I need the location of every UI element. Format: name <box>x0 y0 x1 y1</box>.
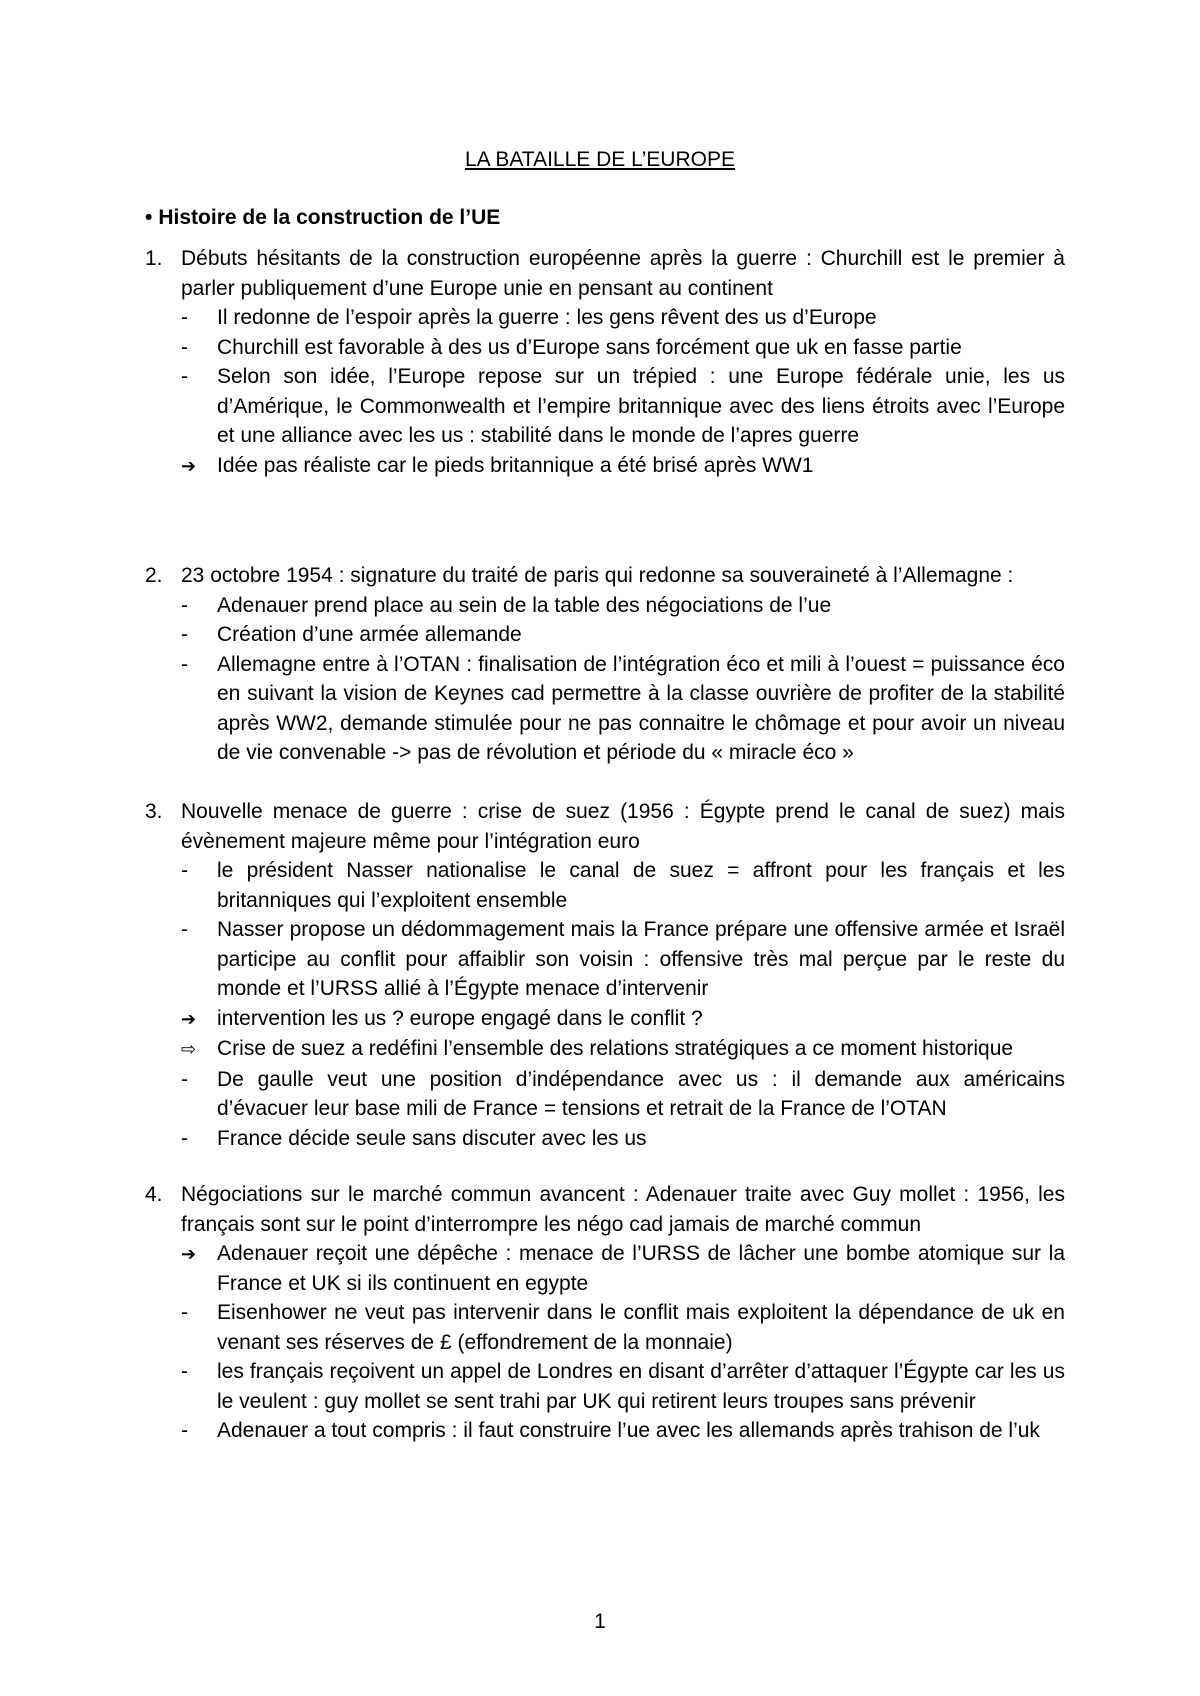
item-text: Crise de suez a redéfini l’ensemble des relations stratégiques a ce moment historique <box>217 1037 1014 1060</box>
list-item <box>145 1124 1065 1154</box>
dash-marker <box>145 333 217 363</box>
item-text: les français reçoivent un appel de Londres en disant d’arrêter d’attaquer l’Égypte car les us le veulent : guy mollet se sent trahi par UK qui retirent leurs troupes sans prévenir <box>217 1360 1065 1413</box>
dash-marker <box>145 915 217 1004</box>
item-text: Il redonne de l’espoir après la guerre : les gens rêvent des us d’Europe <box>217 306 877 329</box>
list-item <box>145 650 1065 768</box>
dash-marker <box>145 303 217 333</box>
list-item <box>145 451 1065 482</box>
item-text: Idée pas réaliste car le pieds britannique a été brisé après WW1 <box>217 453 814 477</box>
item-text: Adenauer a tout compris : il faut construire l’ue avec les allemands après trahison de l’uk <box>217 1419 1040 1442</box>
section-text: Débuts hésitants de la construction européenne après la guerre : Churchill est le premier à parler publiquement d’une Europe unie en pensant au continent <box>181 247 1065 300</box>
item-text: Selon son idée, l’Europe repose sur un trépied : une Europe fédérale unie, les us d’Amérique, le Commonwealth et l’empire britannique avec des liens étroits avec l’Europe et une alliance avec les us : stabilité dans le monde de l’apres guerre <box>217 365 1065 447</box>
section-number: 1. <box>145 247 163 270</box>
page-number: 1 <box>594 1610 606 1633</box>
section-2 <box>145 561 1065 768</box>
dash-marker <box>145 856 217 915</box>
list-item <box>145 1239 1065 1298</box>
dash-marker <box>145 1124 217 1154</box>
section-4 <box>145 1180 1065 1446</box>
list-item <box>145 620 1065 650</box>
section-heading <box>145 206 500 230</box>
item-text: Adenauer prend place au sein de la table des négociations de l’ue <box>217 593 832 617</box>
list-item <box>145 1357 1065 1416</box>
dash-marker <box>145 1416 217 1446</box>
list-item <box>145 1065 1065 1124</box>
dash-marker <box>145 1357 217 1416</box>
section-text: 23 octobre 1954 : signature du traité de paris qui redonne sa souveraineté à l’Allemagne : <box>181 564 1014 587</box>
arrow-icon <box>145 1004 217 1035</box>
section-text: Nouvelle menace de guerre : crise de suez (1956 : Égypte prend le canal de suez) mais évènement majeure même pour l’intégration euro <box>181 800 1065 853</box>
document-title: LA BATAILLE DE L’EUROPE <box>464 148 735 171</box>
item-text: Nasser propose un dédommagement mais la France prépare une offensive armée et Israël participe au conflit pour affaiblir son voisin : offensive très mal perçue par le reste du monde et l’URSS allié à l’Égypte menace d’intervenir <box>217 918 1065 1000</box>
dash-marker <box>145 650 217 768</box>
section-number: 2. <box>145 564 163 587</box>
list-item <box>145 856 1065 915</box>
dash-marker <box>145 591 217 621</box>
list-item <box>145 362 1065 451</box>
item-text: Churchill est favorable à des us d’Europe sans forcément que uk en fasse partie <box>217 335 962 359</box>
arrow-icon <box>145 1239 217 1298</box>
list-item <box>145 591 1065 621</box>
section-1 <box>145 244 1065 481</box>
item-text: Allemagne entre à l’OTAN : finalisation de l’intégration éco et mili à l’ouest = puissance éco en suivant la vision de Keynes cad permettre à la classe ouvrière de profiter de la stabilité après WW2, demande stimulée pour ne pas connaitre le chômage et pour avoir un niveau de vie convenable -> pas de révolution et période du « miracle éco » <box>217 652 1065 764</box>
dash-marker <box>145 1065 217 1124</box>
item-text: intervention les us ? europe engagé dans le conflit ? <box>217 1006 703 1030</box>
item-text: De gaulle veut une position d’indépendance avec us : il demande aux américains d’évacuer leur base mili de France = tensions et retrait de la France de l’OTAN <box>217 1067 1065 1120</box>
section-number: 4. <box>145 1183 163 1206</box>
list-item <box>145 1004 1065 1035</box>
heading-text: Histoire de la construction de l’UE <box>158 206 501 229</box>
item-text: le président Nasser nationalise le canal de suez = affront pour les français et les britanniques qui l’exploitent ensemble <box>217 859 1065 912</box>
dash-marker <box>145 1298 217 1357</box>
item-text: Création d’une armée allemande <box>217 623 522 646</box>
section-number: 3. <box>145 800 163 823</box>
section-3 <box>145 797 1065 1153</box>
arrow-icon <box>145 451 217 482</box>
heading-bullet: • <box>145 206 153 229</box>
item-text: Adenauer reçoit une dépêche : menace de l’URSS de lâcher une bombe atomique sur la France et UK si ils continuent en egypte <box>217 1242 1065 1295</box>
item-text: France décide seule sans discuter avec les us <box>217 1126 647 1150</box>
list-item <box>145 333 1065 363</box>
dash-marker <box>145 620 217 650</box>
list-item <box>145 1034 1065 1065</box>
section-text: Négociations sur le marché commun avancent : Adenauer traite avec Guy mollet : 1956, les français sont sur le point d’interrompre les négo cad jamais de marché commun <box>181 1183 1065 1236</box>
list-item <box>145 303 1065 333</box>
outline-arrow-icon <box>145 1034 217 1065</box>
list-item <box>145 1416 1065 1446</box>
item-text: Eisenhower ne veut pas intervenir dans le conflit mais exploitent la dépendance de uk en venant ses réserves de £ (effondrement de la monnaie) <box>217 1301 1065 1354</box>
list-item <box>145 1298 1065 1357</box>
dash-marker <box>145 362 217 451</box>
list-item <box>145 915 1065 1004</box>
